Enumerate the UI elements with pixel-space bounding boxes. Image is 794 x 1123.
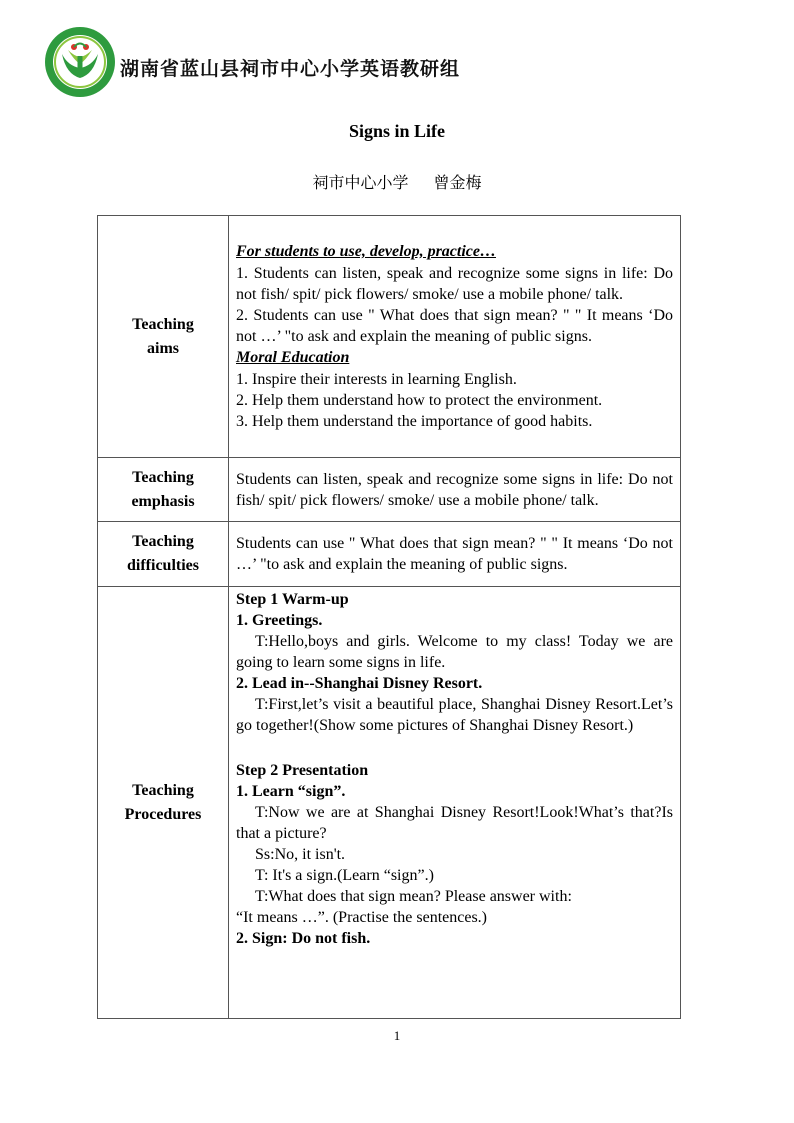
page-number: 1 xyxy=(393,1028,401,1043)
row-teaching-aims xyxy=(98,216,681,458)
author-line xyxy=(0,170,794,193)
label-line-2: difficulties xyxy=(127,557,199,574)
label-line-1: Teaching xyxy=(132,468,194,486)
step-2-item-1: 1. Learn “sign”. xyxy=(236,783,346,800)
step-2-item-1-text-2: Ss:No, it isn't. xyxy=(255,846,346,863)
label-teaching-procedures xyxy=(98,587,229,1019)
label-line-2: Procedures xyxy=(124,805,202,823)
step-2-item-1-text-5: “It means …”. (Practise the sentences.) xyxy=(236,909,488,926)
label-teaching-aims xyxy=(98,216,229,458)
spacer xyxy=(236,736,673,760)
aims-subheading-1: For students to use, develop, practice… xyxy=(236,243,496,260)
content-teaching-emphasis xyxy=(229,458,681,522)
content-teaching-aims xyxy=(229,216,681,458)
label-line-2: aims xyxy=(147,339,179,357)
difficulties-text: Students can use " What does that sign mean? " " It means ‘Do not …’ "to ask and explain the meaning of public signs. xyxy=(236,535,673,573)
header xyxy=(44,26,744,102)
aims-item-3: 1. Inspire their interests in learning English. xyxy=(236,371,517,388)
content-teaching-procedures xyxy=(229,587,681,1019)
step-2-item-1-text-4: T:What does that sign mean? Please answer with: xyxy=(255,888,572,905)
step-1-heading: Step 1 Warm-up xyxy=(236,591,349,608)
step-2-item-1-text-1: T:Now we are at Shanghai Disney Resort!Look!What’s that?Is that a picture? xyxy=(236,804,673,842)
author-name: 曾金梅 xyxy=(433,173,482,192)
organization-name: 湖南省蓝山县祠市中心小学英语教研组 xyxy=(120,58,461,80)
step-1-item-1: 1. Greetings. xyxy=(236,612,323,629)
school-logo xyxy=(44,26,116,98)
step-2-item-2: 2. Sign: Do not fish. xyxy=(236,930,371,947)
row-teaching-procedures xyxy=(98,587,681,1019)
label-teaching-emphasis xyxy=(98,458,229,522)
step-2-heading: Step 2 Presentation xyxy=(236,762,369,779)
author-school: 祠市中心小学 xyxy=(312,173,409,192)
label-line-1: Teaching xyxy=(132,315,194,333)
label-teaching-difficulties xyxy=(98,522,229,587)
step-1-item-1-text: T:Hello,boys and girls. Welcome to my class! Today we are going to learn some signs in life. xyxy=(236,633,673,671)
row-teaching-emphasis xyxy=(98,458,681,522)
aims-item-1: 1. Students can listen, speak and recognize some signs in life: Do not fish/ spit/ pick flowers/ smoke/ use a mobile phone/ talk. xyxy=(236,265,673,303)
label-line-1: Teaching xyxy=(132,781,194,799)
aims-item-5: 3. Help them understand the importance of good habits. xyxy=(236,413,593,430)
step-1-item-2-text: T:First,let’s visit a beautiful place, Shanghai Disney Resort.Let’s go together!(Show some pictures of Shanghai Disney Resort.) xyxy=(236,696,673,734)
document-title: Signs in Life xyxy=(348,121,446,141)
label-line-1: Teaching xyxy=(132,533,194,550)
step-2-item-1-text-3: T: It's a sign.(Learn “sign”.) xyxy=(255,867,434,884)
aims-item-2: 2. Students can use " What does that sign mean? " " It means ‘Do not …’ "to ask and explain the meaning of public signs. xyxy=(236,307,673,345)
lesson-plan-table xyxy=(97,215,681,1019)
aims-subheading-2: Moral Education xyxy=(236,349,350,366)
content-teaching-difficulties xyxy=(229,522,681,587)
emphasis-text: Students can listen, speak and recognize some signs in life: Do not fish/ spit/ pick flowers/ smoke/ use a mobile phone/ talk. xyxy=(236,470,673,509)
row-teaching-difficulties xyxy=(98,522,681,587)
aims-item-4: 2. Help them understand how to protect the environment. xyxy=(236,392,603,409)
label-line-2: emphasis xyxy=(131,492,195,510)
step-1-item-2: 2. Lead in--Shanghai Disney Resort. xyxy=(236,675,483,692)
